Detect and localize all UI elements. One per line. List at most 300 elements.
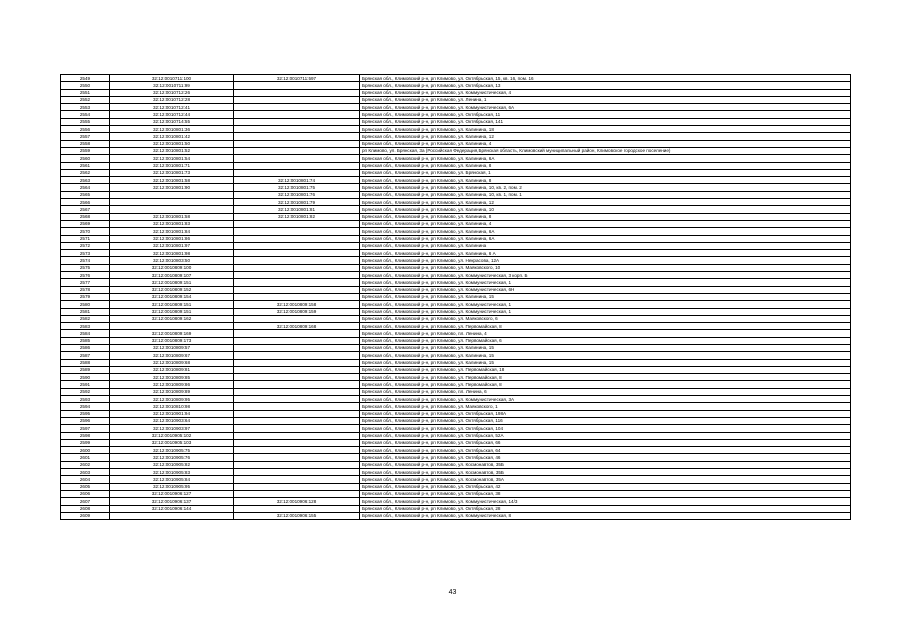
- table-row: [61, 279, 851, 286]
- row-number-cell: 2569: [61, 220, 110, 227]
- row-number-cell: 2568: [61, 213, 110, 220]
- address-cell: рп Климово, ул. Брянская, 3а (Российская Федерация,Брянская область, Климовский муниципальный район, Климовское городское поселение): [360, 147, 851, 154]
- cadastral-number-cell: 32:12:0010905:95: [110, 483, 234, 490]
- row-number-cell: 2599: [61, 439, 110, 446]
- related-cadastral-number-cell: [234, 381, 360, 388]
- cadastral-number-cell: 32:12:0010809:86: [110, 381, 234, 388]
- cadastral-number-cell: 32:12:0010801:42: [110, 133, 234, 140]
- cadastral-number-cell: 32:12:0010801:97: [110, 242, 234, 249]
- row-number-cell: 2551: [61, 89, 110, 96]
- row-number-cell: 2581: [61, 308, 110, 315]
- address-cell: Брянская обл., Климовский р-н, рп Климово, ул. Октябрьская, 15, кв. 16, пом. 16: [360, 75, 851, 82]
- table-row: [61, 82, 851, 89]
- cadastral-number-cell: 32:12:0010809:100: [110, 264, 234, 271]
- related-cadastral-number-cell: [234, 147, 360, 154]
- table-row: [61, 264, 851, 271]
- related-cadastral-number-cell: 32:12:0010801:81: [234, 206, 360, 213]
- address-cell: Брянская обл., Климовский р-н, рп Климово, ул. Октябрьская, 104: [360, 425, 851, 432]
- table-row: [61, 301, 851, 308]
- cadastral-number-cell: 32:12:0010809:169: [110, 330, 234, 337]
- row-number-cell: 2567: [61, 206, 110, 213]
- table-row: [61, 505, 851, 512]
- related-cadastral-number-cell: [234, 82, 360, 89]
- cadastral-number-cell: 32:12:0010809:173: [110, 337, 234, 344]
- address-cell: Брянская обл., Климовский р-н, рп Климово, ул. Октябрьская, 64: [360, 447, 851, 454]
- table-row: [61, 242, 851, 249]
- related-cadastral-number-cell: [234, 469, 360, 476]
- related-cadastral-number-cell: [234, 344, 360, 351]
- address-cell: Брянская обл., Климовский р-н, рп Климово, ул. Калинина, 6 А: [360, 250, 851, 257]
- row-number-cell: 2573: [61, 250, 110, 257]
- related-cadastral-number-cell: [234, 476, 360, 483]
- address-cell: Брянская обл., Климовский р-н, рп Климово, ул. Октябрьская, 38: [360, 490, 851, 497]
- table-row: [61, 461, 851, 468]
- table-row: [61, 323, 851, 330]
- table-row: [61, 344, 851, 351]
- row-number-cell: 2558: [61, 140, 110, 147]
- cadastral-number-cell: [110, 206, 234, 213]
- row-number-cell: 2563: [61, 177, 110, 184]
- address-cell: Брянская обл., Климовский р-н, рп Климово, ул. Калинина, 8: [360, 162, 851, 169]
- row-number-cell: 2609: [61, 512, 110, 519]
- address-cell: Брянская обл., Климовский р-н, рп Климово, ул. Калинина, 18: [360, 126, 851, 133]
- row-number-cell: 2600: [61, 447, 110, 454]
- related-cadastral-number-cell: 32:12:0010906:155: [234, 512, 360, 519]
- table-row: [61, 454, 851, 461]
- cadastral-number-cell: 32:12:0010809:57: [110, 344, 234, 351]
- table-row: [61, 293, 851, 300]
- row-number-cell: 2597: [61, 425, 110, 432]
- row-number-cell: 2596: [61, 417, 110, 424]
- table-row: [61, 425, 851, 432]
- cadastral-number-cell: 32:12:0010905:76: [110, 454, 234, 461]
- table-row: [61, 228, 851, 235]
- related-cadastral-number-cell: [234, 396, 360, 403]
- table-row: [61, 89, 851, 96]
- table-row: [61, 308, 851, 315]
- address-cell: Брянская обл., Климовский р-н, рп Климово, ул. Калинина: [360, 242, 851, 249]
- address-cell: Брянская обл., Климовский р-н, рп Климово, ул. Калинина, 8: [360, 177, 851, 184]
- table-row: [61, 250, 851, 257]
- address-cell: Брянская обл., Климовский р-н, рп Климово, ул. Калинина, 12: [360, 199, 851, 206]
- row-number-cell: 2577: [61, 279, 110, 286]
- related-cadastral-number-cell: [234, 490, 360, 497]
- table-row: [61, 374, 851, 381]
- related-cadastral-number-cell: [234, 417, 360, 424]
- table-row: [61, 381, 851, 388]
- related-cadastral-number-cell: [234, 461, 360, 468]
- row-number-cell: 2554: [61, 111, 110, 118]
- cadastral-number-cell: 32:12:0010801:52: [110, 147, 234, 154]
- row-number-cell: 2582: [61, 315, 110, 322]
- address-cell: Брянская обл., Климовский р-н, рп Климово, ул. Коммунистическая, 6Н: [360, 286, 851, 293]
- address-cell: Брянская обл., Климовский р-н, рп Климово, ул. Маяковского, 1: [360, 403, 851, 410]
- table-row: [61, 140, 851, 147]
- cadastral-number-cell: 32:12:0010903:97: [110, 425, 234, 432]
- cadastral-number-cell: 32:12:0010809:151: [110, 301, 234, 308]
- address-cell: Брянская обл., Климовский р-н, рп Климово, ул. Первомайская, 8: [360, 323, 851, 330]
- address-cell: Брянская обл., Климовский р-н, рп Климово, ул. Коммунистическая, 6А: [360, 104, 851, 111]
- table-row: [61, 490, 851, 497]
- table-row: [61, 272, 851, 279]
- table-row: [61, 177, 851, 184]
- cadastral-number-cell: 32:12:0010801:50: [110, 140, 234, 147]
- row-number-cell: 2549: [61, 75, 110, 82]
- related-cadastral-number-cell: [234, 410, 360, 417]
- address-cell: Брянская обл., Климовский р-н, рп Климово, ул. Октябрьская, 13: [360, 82, 851, 89]
- related-cadastral-number-cell: [234, 483, 360, 490]
- row-number-cell: 2578: [61, 286, 110, 293]
- address-cell: Брянская обл., Климовский р-н, рп Климово, ул. Космонавтов, 35Б: [360, 461, 851, 468]
- related-cadastral-number-cell: [234, 242, 360, 249]
- address-cell: Брянская обл., Климовский р-н, рп Климово, ул. Калинина, 8: [360, 213, 851, 220]
- related-cadastral-number-cell: [234, 293, 360, 300]
- address-cell: Брянская обл., Климовский р-н, рп Климово, ул. Октябрьская, 141: [360, 118, 851, 125]
- cadastral-number-cell: 32:12:0010801:90: [110, 184, 234, 191]
- table-row: [61, 396, 851, 403]
- row-number-cell: 2588: [61, 359, 110, 366]
- row-number-cell: 2561: [61, 162, 110, 169]
- cadastral-number-cell: 32:12:0010903:64: [110, 417, 234, 424]
- row-number-cell: 2556: [61, 126, 110, 133]
- address-cell: Брянская обл., Климовский р-н, рп Климово, ул. Коммунистическая, 1: [360, 279, 851, 286]
- table-row: [61, 432, 851, 439]
- cadastral-number-cell: 32:12:0010809:85: [110, 374, 234, 381]
- related-cadastral-number-cell: 32:12:0010906:128: [234, 498, 360, 505]
- cadastral-number-cell: 32:12:0010905:84: [110, 476, 234, 483]
- address-cell: Брянская обл., Климовский р-н, рп Климово, ул. Октябрьская, 42: [360, 483, 851, 490]
- related-cadastral-number-cell: [234, 220, 360, 227]
- address-cell: Брянская обл., Климовский р-н, рп Климово, ул. Коммунистическая, 3А: [360, 396, 851, 403]
- table-row: [61, 199, 851, 206]
- row-number-cell: 2587: [61, 352, 110, 359]
- cadastral-number-cell: 32:12:0010801:98: [110, 250, 234, 257]
- table-row: [61, 220, 851, 227]
- related-cadastral-number-cell: [234, 374, 360, 381]
- related-cadastral-number-cell: [234, 235, 360, 242]
- cadastral-number-cell: [110, 323, 234, 330]
- row-number-cell: 2604: [61, 476, 110, 483]
- row-number-cell: 2579: [61, 293, 110, 300]
- cadastral-number-cell: 32:12:0010809:68: [110, 359, 234, 366]
- address-cell: Брянская обл., Климовский р-н, рп Климово, ул. Октябрьская, 66: [360, 439, 851, 446]
- row-number-cell: 2574: [61, 257, 110, 264]
- related-cadastral-number-cell: [234, 454, 360, 461]
- address-cell: Брянская обл., Климовский р-н, рп Климово, ул. Октябрьская, 116: [360, 417, 851, 424]
- cadastral-number-cell: 32:12:0010712:26: [110, 89, 234, 96]
- cadastral-number-cell: 32:12:0010809:107: [110, 272, 234, 279]
- cadastral-number-cell: 32:12:0010809:95: [110, 396, 234, 403]
- row-number-cell: 2555: [61, 118, 110, 125]
- row-number-cell: 2562: [61, 169, 110, 176]
- cadastral-number-cell: [110, 191, 234, 198]
- row-number-cell: 2576: [61, 272, 110, 279]
- table-row: [61, 111, 851, 118]
- related-cadastral-number-cell: 32:12:0010809:159: [234, 308, 360, 315]
- cadastral-number-cell: 32:12:0010809:154: [110, 293, 234, 300]
- row-number-cell: 2552: [61, 96, 110, 103]
- address-cell: Брянская обл., Климовский р-н, рп Климово, ул. Некрасова, 12А: [360, 257, 851, 264]
- related-cadastral-number-cell: [234, 439, 360, 446]
- table-row: [61, 104, 851, 111]
- related-cadastral-number-cell: [234, 257, 360, 264]
- related-cadastral-number-cell: [234, 286, 360, 293]
- table-row: [61, 75, 851, 82]
- address-cell: Брянская обл., Климовский р-н, рп Климово, ул. Калинина, 15: [360, 344, 851, 351]
- related-cadastral-number-cell: [234, 118, 360, 125]
- row-number-cell: 2598: [61, 432, 110, 439]
- address-cell: Брянская обл., Климовский р-н, рп Климово, ул. Калинина, 15: [360, 359, 851, 366]
- cadastral-number-cell: 32:12:0010906:137: [110, 498, 234, 505]
- related-cadastral-number-cell: 32:12:0010801:82: [234, 213, 360, 220]
- row-number-cell: 2584: [61, 330, 110, 337]
- cadastral-number-cell: 32:12:0010711:99: [110, 82, 234, 89]
- table-row: [61, 498, 851, 505]
- address-cell: Брянская обл., Климовский р-н, рп Климово, ул. Первомайская, 18: [360, 366, 851, 373]
- table-row: [61, 410, 851, 417]
- address-cell: Брянская обл., Климовский р-н, рп Климово, ул. Калинина, 4: [360, 140, 851, 147]
- related-cadastral-number-cell: [234, 111, 360, 118]
- cadastral-number-cell: 32:12:0010801:84: [110, 228, 234, 235]
- row-number-cell: 2571: [61, 235, 110, 242]
- row-number-cell: 2560: [61, 155, 110, 162]
- cadastral-number-cell: 32:12:0010809:89: [110, 388, 234, 395]
- address-cell: Брянская обл., Климовский р-н, рп Климово, ул. Первомайская, 6: [360, 337, 851, 344]
- cadastral-number-cell: 32:12:0010905:82: [110, 461, 234, 468]
- row-number-cell: 2592: [61, 388, 110, 395]
- related-cadastral-number-cell: [234, 250, 360, 257]
- address-cell: Брянская обл., Климовский р-н, рп Климово, ул. Коммунистическая, 3 корп. Б: [360, 272, 851, 279]
- table-row: [61, 118, 851, 125]
- row-number-cell: 2559: [61, 147, 110, 154]
- table-row: [61, 439, 851, 446]
- cadastral-number-cell: 32:12:0010901:94: [110, 410, 234, 417]
- address-cell: Брянская обл., Климовский р-н, рп Климово, пл. Ленина, 4: [360, 330, 851, 337]
- cadastral-number-cell: 32:12:0010712:44: [110, 111, 234, 118]
- address-cell: Брянская обл., Климовский р-н, рп Климово, ул. Коммунистическая, 8: [360, 512, 851, 519]
- table-row: [61, 512, 851, 519]
- table-row: [61, 96, 851, 103]
- row-number-cell: 2557: [61, 133, 110, 140]
- related-cadastral-number-cell: [234, 330, 360, 337]
- table-row: [61, 184, 851, 191]
- cadastral-number-cell: 32:12:0010905:103: [110, 439, 234, 446]
- address-cell: Брянская обл., Климовский р-н, рп Климово, ул. Октябрьская, 52А: [360, 432, 851, 439]
- row-number-cell: 2570: [61, 228, 110, 235]
- table-row: [61, 235, 851, 242]
- table-row: [61, 366, 851, 373]
- related-cadastral-number-cell: [234, 126, 360, 133]
- cadastral-number-cell: 32:12:0010809:81: [110, 366, 234, 373]
- related-cadastral-number-cell: [234, 279, 360, 286]
- cadastral-number-cell: 32:12:0010905:83: [110, 469, 234, 476]
- cadastral-number-cell: 32:12:0010801:73: [110, 169, 234, 176]
- related-cadastral-number-cell: [234, 337, 360, 344]
- related-cadastral-number-cell: [234, 388, 360, 395]
- table-row: [61, 476, 851, 483]
- cadastral-number-cell: 32:12:0010809:151: [110, 279, 234, 286]
- row-number-cell: 2591: [61, 381, 110, 388]
- cadastral-number-cell: 32:12:0010810:98: [110, 403, 234, 410]
- related-cadastral-number-cell: 32:12:0010809:168: [234, 323, 360, 330]
- table-row: [61, 388, 851, 395]
- address-cell: Брянская обл., Климовский р-н, рп Климово, ул. Космонавтов, 35А: [360, 476, 851, 483]
- table-row: [61, 469, 851, 476]
- related-cadastral-number-cell: [234, 155, 360, 162]
- cadastral-number-cell: 32:12:0010905:75: [110, 447, 234, 454]
- table-row: [61, 447, 851, 454]
- row-number-cell: 2583: [61, 323, 110, 330]
- related-cadastral-number-cell: 32:12:0010801:76: [234, 191, 360, 198]
- address-cell: Брянская обл., Климовский р-н, рп Климово, ул. Калинина, 15: [360, 293, 851, 300]
- address-cell: Брянская обл., Климовский р-н, рп Климово, ул. Калинина, 10, кв. 2, пом. 2: [360, 184, 851, 191]
- row-number-cell: 2566: [61, 199, 110, 206]
- table-row: [61, 133, 851, 140]
- related-cadastral-number-cell: [234, 272, 360, 279]
- related-cadastral-number-cell: 32:12:0010809:158: [234, 301, 360, 308]
- cadastral-number-cell: 32:12:0010803:50: [110, 257, 234, 264]
- cadastral-number-cell: 32:12:0010801:54: [110, 155, 234, 162]
- row-number-cell: 2564: [61, 184, 110, 191]
- row-number-cell: 2550: [61, 82, 110, 89]
- address-cell: Брянская обл., Климовский р-н, рп Климово, ул. Калинина, 4: [360, 220, 851, 227]
- cadastral-number-cell: 32:12:0010905:102: [110, 432, 234, 439]
- table-row: [61, 257, 851, 264]
- table-row: [61, 337, 851, 344]
- cadastral-number-cell: 32:12:0010906:144: [110, 505, 234, 512]
- related-cadastral-number-cell: [234, 169, 360, 176]
- related-cadastral-number-cell: [234, 264, 360, 271]
- cadastral-number-cell: 32:12:0010801:36: [110, 126, 234, 133]
- table-row: [61, 206, 851, 213]
- cadastral-number-cell: 32:12:0010801:83: [110, 220, 234, 227]
- related-cadastral-number-cell: [234, 96, 360, 103]
- address-cell: Брянская обл., Климовский р-н, рп Климово, ул. Первомайская, 8: [360, 374, 851, 381]
- row-number-cell: 2553: [61, 104, 110, 111]
- row-number-cell: 2608: [61, 505, 110, 512]
- row-number-cell: 2607: [61, 498, 110, 505]
- row-number-cell: 2590: [61, 374, 110, 381]
- cadastral-number-cell: [110, 512, 234, 519]
- cadastral-number-cell: 32:12:0010809:151: [110, 308, 234, 315]
- table-row: [61, 191, 851, 198]
- cadastral-number-cell: 32:12:0010809:67: [110, 352, 234, 359]
- table-body: [61, 75, 851, 520]
- row-number-cell: 2601: [61, 454, 110, 461]
- related-cadastral-number-cell: [234, 104, 360, 111]
- related-cadastral-number-cell: [234, 133, 360, 140]
- related-cadastral-number-cell: [234, 162, 360, 169]
- related-cadastral-number-cell: 32:12:0010801:79: [234, 199, 360, 206]
- cadastral-table: [60, 74, 851, 520]
- related-cadastral-number-cell: [234, 140, 360, 147]
- row-number-cell: 2605: [61, 483, 110, 490]
- cadastral-number-cell: 32:12:0010801:58: [110, 177, 234, 184]
- related-cadastral-number-cell: [234, 359, 360, 366]
- address-cell: Брянская обл., Климовский р-н, рп Климово, ул. Маяковского, 6: [360, 315, 851, 322]
- row-number-cell: 2586: [61, 344, 110, 351]
- address-cell: Брянская обл., Климовский р-н, рп Климово, ул. Калинина, 12: [360, 133, 851, 140]
- address-cell: Брянская обл., Климовский р-н, рп Климово, ул. Коммунистическая, 1: [360, 301, 851, 308]
- row-number-cell: 2606: [61, 490, 110, 497]
- related-cadastral-number-cell: [234, 425, 360, 432]
- address-cell: Брянская обл., Климовский р-н, рп Климово, ул. Брянская, 1: [360, 169, 851, 176]
- address-cell: Брянская обл., Климовский р-н, рп Климово, пл. Ленина, 6: [360, 388, 851, 395]
- table-row: [61, 330, 851, 337]
- cadastral-number-cell: 32:12:0010711:100: [110, 75, 234, 82]
- row-number-cell: 2594: [61, 403, 110, 410]
- table-row: [61, 403, 851, 410]
- table-row: [61, 417, 851, 424]
- address-cell: Брянская обл., Климовский р-н, рп Климово, ул. Коммунистическая, 1: [360, 308, 851, 315]
- cadastral-number-cell: 32:12:0010712:41: [110, 104, 234, 111]
- cadastral-number-cell: 32:12:0010809:152: [110, 286, 234, 293]
- related-cadastral-number-cell: 32:12:0010801:74: [234, 177, 360, 184]
- related-cadastral-number-cell: [234, 366, 360, 373]
- table-row: [61, 359, 851, 366]
- address-cell: Брянская обл., Климовский р-н, рп Климово, ул. Октябрьская, 11: [360, 111, 851, 118]
- related-cadastral-number-cell: 32:12:0010801:75: [234, 184, 360, 191]
- address-cell: Брянская обл., Климовский р-н, рп Климово, ул. Калинина, 10: [360, 206, 851, 213]
- table-row: [61, 352, 851, 359]
- row-number-cell: 2593: [61, 396, 110, 403]
- related-cadastral-number-cell: [234, 403, 360, 410]
- row-number-cell: 2595: [61, 410, 110, 417]
- address-cell: Брянская обл., Климовский р-н, рп Климово, ул. Калинина, 6А: [360, 235, 851, 242]
- address-cell: Брянская обл., Климовский р-н, рп Климово, ул. Маяковского, 10: [360, 264, 851, 271]
- table-row: [61, 147, 851, 154]
- cadastral-number-cell: 32:12:0010801:86: [110, 235, 234, 242]
- address-cell: Брянская обл., Климовский р-н, рп Климово, ул. Калинина, 15: [360, 352, 851, 359]
- row-number-cell: 2589: [61, 366, 110, 373]
- address-cell: Брянская обл., Климовский р-н, рп Климово, ул. Коммунистическая, 4: [360, 89, 851, 96]
- address-cell: Брянская обл., Климовский р-н, рп Климово, ул. Калинина, 6А: [360, 155, 851, 162]
- related-cadastral-number-cell: [234, 447, 360, 454]
- address-cell: Брянская обл., Климовский р-н, рп Климово, ул. Калинина, 6А: [360, 228, 851, 235]
- page-number: 43: [448, 589, 457, 596]
- row-number-cell: 2602: [61, 461, 110, 468]
- row-number-cell: 2565: [61, 191, 110, 198]
- row-number-cell: 2603: [61, 469, 110, 476]
- table-row: [61, 315, 851, 322]
- table-row: [61, 162, 851, 169]
- table-row: [61, 155, 851, 162]
- address-cell: Брянская обл., Климовский р-н, рп Климово, ул. Ленина, 1: [360, 96, 851, 103]
- related-cadastral-number-cell: [234, 352, 360, 359]
- row-number-cell: 2575: [61, 264, 110, 271]
- related-cadastral-number-cell: 32:12:0010711:597: [234, 75, 360, 82]
- cadastral-number-cell: 32:12:0010714:55: [110, 118, 234, 125]
- address-cell: Брянская обл., Климовский р-н, рп Климово, ул. Октябрьская, 46: [360, 454, 851, 461]
- table-row: [61, 213, 851, 220]
- cadastral-number-cell: [110, 199, 234, 206]
- table-row: [61, 483, 851, 490]
- row-number-cell: 2572: [61, 242, 110, 249]
- address-cell: Брянская обл., Климовский р-н, рп Климово, ул. Октябрьская, 198А: [360, 410, 851, 417]
- cadastral-number-cell: 32:12:0010809:162: [110, 315, 234, 322]
- address-cell: Брянская обл., Климовский р-н, рп Климово, ул. Калинина, 10, кв. 1, пом. 1: [360, 191, 851, 198]
- cadastral-number-cell: 32:12:0010906:127: [110, 490, 234, 497]
- related-cadastral-number-cell: [234, 432, 360, 439]
- cadastral-number-cell: 32:12:0010712:28: [110, 96, 234, 103]
- address-cell: Брянская обл., Климовский р-н, рп Климово, ул. Октябрьская, 28: [360, 505, 851, 512]
- row-number-cell: 2580: [61, 301, 110, 308]
- related-cadastral-number-cell: [234, 505, 360, 512]
- table-row: [61, 286, 851, 293]
- table-row: [61, 126, 851, 133]
- cadastral-number-cell: 32:12:0010801:71: [110, 162, 234, 169]
- related-cadastral-number-cell: [234, 228, 360, 235]
